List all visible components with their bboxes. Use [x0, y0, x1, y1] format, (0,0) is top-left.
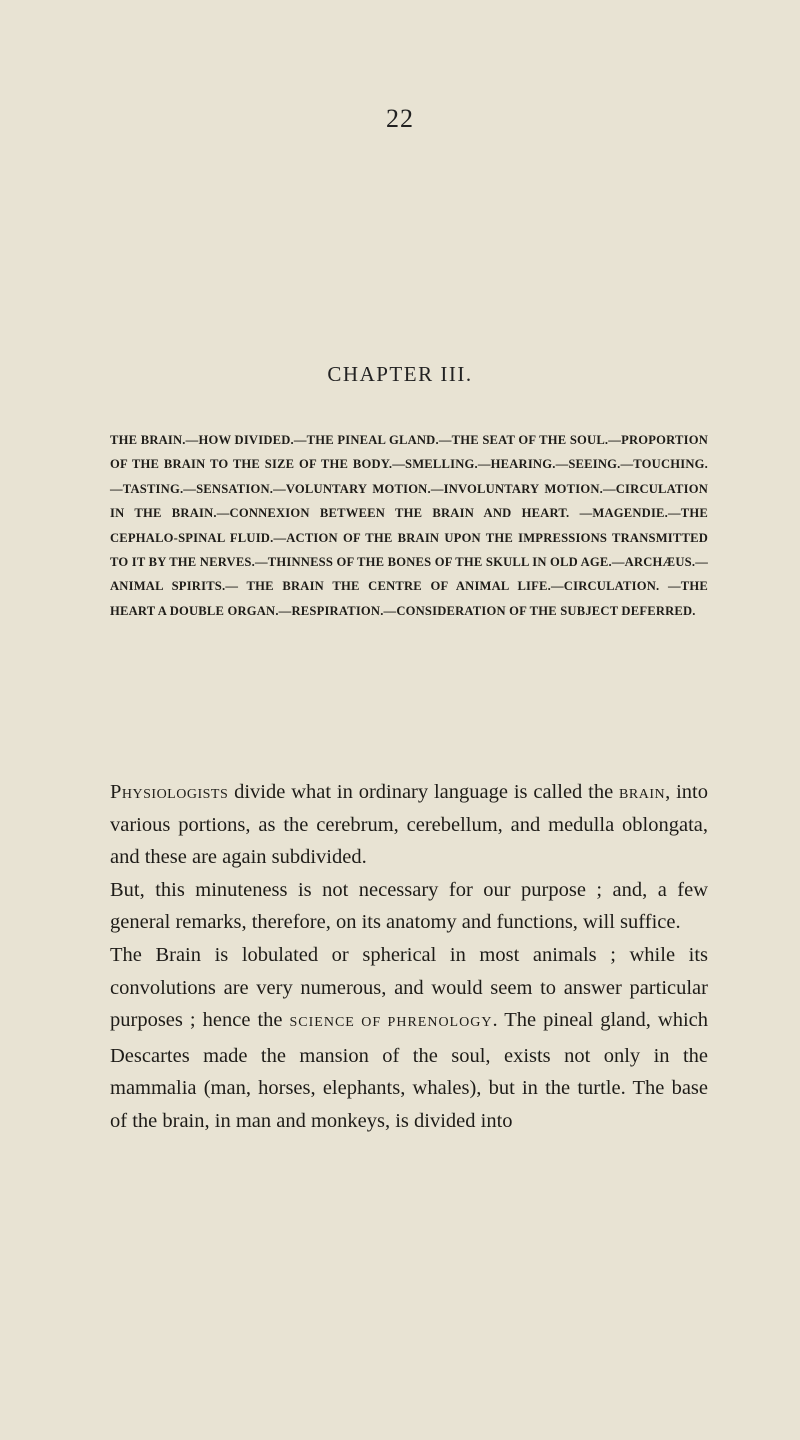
paragraph-3-text-b: . The pineal gland, which Descartes made the mansion of the soul, exists not only in the mammalia (man, horses, elephants, whales), but in the turtle. The base of the brain, in man and monkeys, is divided into: [110, 1009, 709, 1132]
paragraph-3-smallcaps: SCIENCE OF PHRENOLOGY: [289, 1015, 493, 1031]
paragraph-1-text-a: divide what in ordinary language is called the: [228, 781, 620, 803]
page-number: 22: [386, 104, 414, 133]
chapter-summary: THE BRAIN.—HOW DIVIDED.—THE PINEAL GLAND.—THE SEAT OF THE SOUL.—PROPORTION OF THE BRAIN TO THE SIZE OF THE BODY.—SMELLING.—HEARING.—SEEING.—TOUCHING.—TASTING.—SENSATION.—VOLUNTARY MOTION.—INVOLUNTARY MOTION.—CIRCULATION IN THE BRAIN.—CONNEXION BETWEEN THE BRAIN AND HEART. —MAGENDIE.—THE CEPHALO-SPINAL FLUID.—ACTION OF THE BRAIN UPON THE IMPRESSIONS TRANSMITTED TO IT BY THE NERVES.—THINNESS OF THE BONES OF THE SKULL IN OLD AGE.—ARCHÆUS.—ANIMAL SPIRITS.— THE BRAIN THE CENTRE OF ANIMAL LIFE.—CIRCULATION. —THE HEART A DOUBLE ORGAN.—RESPIRATION.—CONSIDERATION OF THE SUBJECT DEFERRED.: [110, 433, 708, 618]
chapter-title: CHAPTER III.: [327, 362, 473, 386]
paragraph-2: But, this minuteness is not necessary for our purpose ; and, a few general remarks, therefore, on its anatomy and functions, will suffice.: [110, 878, 708, 934]
body-text: [110, 776, 708, 1138]
paragraph-1-smallcaps: brain: [619, 781, 666, 803]
paragraph-1: [110, 776, 708, 874]
paragraph-1-lead: Physiologists: [110, 781, 229, 803]
paragraph-1-text-b: , into various portions, as the cerebrum, cerebellum, and medulla oblongata, and these are again subdivided.: [110, 781, 708, 869]
paragraph-3-text-a: The Brain is lobulated or spherical in most animals ; while its convolutions are very numerous, and would seem to answer particular purposes ; hence the: [110, 943, 708, 1032]
paragraph-3: [110, 939, 708, 1138]
